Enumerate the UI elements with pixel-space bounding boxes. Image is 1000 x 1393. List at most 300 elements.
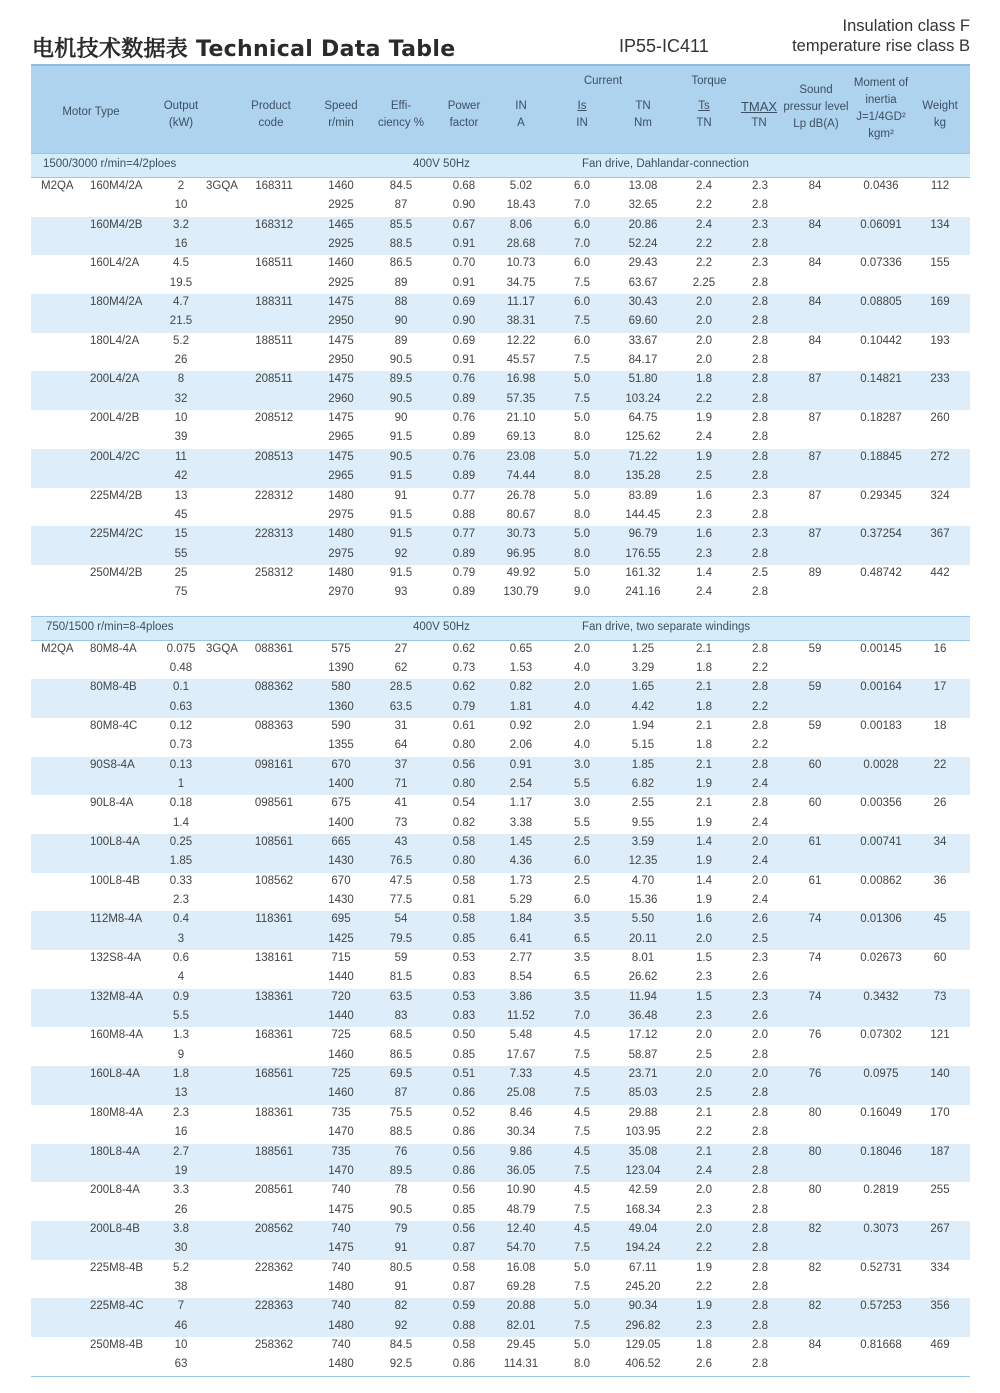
moment-of-inertia: 0.00741 (860, 836, 902, 848)
table-row (31, 217, 970, 236)
table-row (31, 1202, 970, 1221)
speed: 1475 (328, 334, 354, 347)
rated-torque: 67.11 (629, 1261, 657, 1274)
rated-current: 1.17 (509, 797, 533, 810)
output: 0.63 (169, 700, 193, 713)
table-row (31, 488, 970, 507)
power-factor: 0.80 (452, 739, 476, 752)
starting-current-ratio: 6.0 (574, 894, 590, 907)
moment-of-inertia: 0.14821 (860, 373, 902, 386)
starting-current-ratio: 9.0 (574, 586, 590, 599)
power-factor: 0.76 (452, 450, 476, 463)
output: 10 (174, 412, 188, 425)
power-factor: 0.58 (452, 1261, 476, 1274)
output: 4.7 (173, 296, 189, 309)
starting-torque-ratio: 2.4 (696, 180, 712, 192)
moment-of-inertia: 0.0436 (863, 180, 899, 192)
starting-torque-ratio: 1.4 (696, 874, 712, 887)
output: 1.85 (169, 855, 193, 868)
weight: 22 (933, 758, 947, 771)
table-row (31, 1008, 970, 1027)
motor-type: 200L8-4B (90, 1222, 140, 1235)
output: 3 (177, 932, 185, 945)
efficiency: 91 (394, 1280, 408, 1293)
output: 26 (174, 1203, 188, 1216)
speed: 1470 (328, 1164, 354, 1177)
power-factor: 0.80 (452, 777, 476, 790)
section-header (31, 616, 970, 641)
starting-torque-ratio: 2.3 (696, 1010, 712, 1023)
starting-current-ratio: 3.5 (574, 990, 590, 1003)
table-header (31, 64, 970, 153)
max-torque-ratio: 2.3 (752, 952, 768, 965)
moment-of-inertia: 0.37254 (860, 528, 902, 541)
starting-current-ratio: 4.5 (574, 1106, 590, 1119)
max-torque-ratio: 2.8 (752, 470, 768, 483)
rated-torque: 36.48 (628, 1010, 658, 1023)
output: 19 (174, 1164, 188, 1177)
table-row (31, 1337, 970, 1356)
speed: 1480 (328, 489, 354, 502)
starting-current-ratio: 6.0 (574, 296, 590, 309)
efficiency: 83 (394, 1010, 408, 1023)
sound-level: 60 (808, 797, 822, 810)
starting-torque-ratio: 2.5 (696, 470, 712, 483)
starting-torque-ratio: 1.8 (696, 1338, 712, 1351)
power-factor: 0.86 (452, 1164, 476, 1177)
motor-type: 112M8-4A (90, 913, 143, 926)
rated-current: 18.43 (506, 199, 536, 212)
table-row (31, 255, 970, 274)
starting-torque-ratio: 2.2 (696, 257, 712, 270)
table-row (31, 1047, 970, 1066)
power-factor: 0.56 (452, 758, 476, 771)
sound-level: 82 (808, 1261, 822, 1274)
max-torque-ratio: 2.8 (752, 1087, 768, 1100)
rated-torque: 4.70 (631, 874, 655, 887)
rated-current: 130.79 (503, 586, 539, 599)
starting-current-ratio: 5.5 (574, 816, 590, 829)
weight: 442 (930, 566, 950, 579)
rated-current: 3.38 (509, 816, 533, 829)
starting-torque-ratio: 2.1 (696, 758, 712, 771)
efficiency: 76 (394, 1145, 408, 1158)
power-factor: 0.62 (452, 642, 476, 655)
table-row (31, 507, 970, 526)
max-torque-ratio: 2.8 (752, 758, 768, 771)
page-title: 电机技术数据表 Technical Data Table (32, 37, 456, 62)
moment-of-inertia: 0.29345 (860, 489, 902, 502)
table-body (31, 153, 970, 1377)
efficiency: 79 (394, 1222, 408, 1235)
rated-torque: 20.11 (629, 932, 657, 945)
power-factor: 0.85 (452, 1203, 476, 1216)
motor-type: 225M4/2B (90, 489, 143, 502)
product-code: 108562 (254, 874, 294, 887)
sound-level: 87 (808, 373, 822, 386)
starting-current-ratio: 5.0 (574, 1300, 590, 1313)
efficiency: 79.5 (389, 932, 413, 945)
max-torque-ratio: 2.8 (752, 1126, 768, 1139)
output: 10 (174, 199, 188, 212)
power-factor: 0.88 (452, 508, 476, 521)
series-name: M2QA (41, 642, 74, 655)
max-torque-ratio: 2.8 (752, 392, 768, 405)
starting-current-ratio: 5.0 (574, 412, 590, 425)
product-code: 258362 (254, 1338, 294, 1351)
weight: 169 (930, 296, 950, 309)
max-torque-ratio: 2.8 (752, 1048, 768, 1061)
max-torque-ratio: 2.0 (752, 874, 768, 887)
output: 38 (174, 1280, 188, 1293)
starting-torque-ratio: 1.9 (696, 816, 712, 829)
rated-torque: 144.45 (625, 508, 661, 521)
output: 0.18 (169, 797, 193, 810)
weight: 26 (933, 797, 947, 810)
efficiency: 27 (394, 642, 408, 655)
insulation-class: Insulation class F (842, 17, 970, 35)
sound-level: 87 (808, 489, 822, 502)
starting-torque-ratio: 1.5 (696, 990, 712, 1003)
starting-current-ratio: 2.5 (574, 836, 590, 848)
rated-current: 11.52 (507, 1010, 535, 1023)
starting-current-ratio: 4.5 (574, 1222, 590, 1235)
weight: 155 (930, 257, 950, 270)
sound-level: 84 (808, 180, 822, 192)
efficiency: 90 (394, 315, 408, 328)
table-row (31, 989, 970, 1008)
starting-current-ratio: 5.0 (574, 373, 590, 386)
starting-torque-ratio: 2.5 (696, 1048, 712, 1061)
starting-current-ratio: 8.0 (574, 547, 590, 560)
speed: 590 (331, 719, 351, 732)
starting-current-ratio: 3.5 (574, 952, 590, 965)
motor-type: 80M8-4A (90, 642, 137, 655)
motor-type: 160M4/2B (90, 218, 143, 231)
moment-of-inertia: 0.10442 (860, 334, 902, 347)
product-code: 258312 (254, 566, 294, 579)
output: 0.4 (173, 913, 189, 926)
rated-current: 5.02 (509, 180, 533, 192)
starting-torque-ratio: 2.0 (696, 1068, 712, 1081)
starting-current-ratio: 7.5 (574, 1242, 590, 1255)
starting-torque-ratio: 1.5 (696, 952, 712, 965)
rated-current: 20.88 (506, 1300, 536, 1313)
rated-current: 21.10 (506, 412, 536, 425)
table-row (31, 718, 970, 737)
rated-torque: 5.50 (631, 913, 655, 926)
rated-current: 5.29 (509, 894, 533, 907)
sound-level: 84 (808, 257, 822, 270)
moment-of-inertia: 0.00145 (860, 642, 902, 655)
output: 0.6 (173, 952, 189, 965)
power-factor: 0.80 (452, 855, 476, 868)
rated-current: 69.13 (506, 431, 536, 444)
power-factor: 0.89 (452, 392, 476, 405)
efficiency: 31 (394, 719, 408, 732)
efficiency: 78 (394, 1184, 408, 1197)
table-row (31, 1356, 970, 1375)
speed: 1470 (328, 1126, 354, 1139)
starting-torque-ratio: 2.0 (696, 334, 712, 347)
starting-current-ratio: 7.0 (574, 1010, 590, 1023)
efficiency: 59 (394, 952, 408, 965)
rated-current: 23.08 (506, 450, 536, 463)
starting-torque-ratio: 2.4 (696, 218, 712, 231)
table-row (31, 1279, 970, 1298)
product-code: 088363 (254, 719, 294, 732)
section-speed: 1500/3000 r/min=4/2ploes (43, 158, 177, 170)
power-factor: 0.90 (452, 315, 476, 328)
starting-torque-ratio: 2.3 (696, 1319, 712, 1332)
sound-level: 80 (808, 1106, 822, 1119)
product-code: 188311 (255, 296, 293, 309)
max-torque-ratio: 2.3 (752, 528, 768, 541)
power-factor: 0.88 (452, 1319, 476, 1332)
speed: 715 (331, 952, 351, 965)
product-code: 188361 (254, 1106, 294, 1119)
power-factor: 0.79 (452, 700, 476, 713)
rated-torque: 84.17 (628, 354, 658, 367)
rated-torque: 123.04 (625, 1164, 661, 1177)
starting-current-ratio: 7.5 (574, 1203, 590, 1216)
max-torque-ratio: 2.8 (752, 354, 768, 367)
speed: 1360 (328, 700, 354, 713)
sound-level: 76 (808, 1029, 822, 1042)
efficiency: 85.5 (389, 218, 413, 231)
output: 0.33 (169, 874, 193, 887)
max-torque-ratio: 2.5 (752, 932, 768, 945)
speed: 2975 (328, 547, 354, 560)
power-factor: 0.53 (452, 990, 476, 1003)
efficiency: 71 (394, 777, 408, 790)
starting-torque-ratio: 2.2 (696, 199, 712, 212)
col-moment-of-inertia: Moment of inertia J=1/4GD² kgm² (853, 77, 909, 140)
series-name: M2QA (41, 180, 74, 192)
weight: 36 (933, 874, 947, 887)
moment-of-inertia: 0.18046 (860, 1145, 902, 1158)
starting-current-ratio: 5.0 (574, 1338, 590, 1351)
power-factor: 0.58 (452, 874, 476, 887)
starting-current-ratio: 5.0 (574, 566, 590, 579)
max-torque-ratio: 2.3 (752, 180, 768, 192)
weight: 267 (930, 1222, 950, 1235)
col-product-code: Product code (251, 100, 291, 129)
max-torque-ratio: 2.2 (752, 661, 768, 674)
product-code: 168361 (254, 1029, 294, 1042)
output: 13 (174, 1087, 188, 1100)
max-torque-ratio: 2.0 (752, 1068, 768, 1081)
moment-of-inertia: 0.00862 (860, 874, 902, 887)
speed: 735 (331, 1106, 351, 1119)
starting-current-ratio: 7.5 (574, 1280, 590, 1293)
rated-torque: 3.29 (631, 661, 655, 674)
motor-type: 250M8-4B (90, 1338, 144, 1351)
power-factor: 0.51 (452, 1068, 476, 1081)
starting-torque-ratio: 2.1 (696, 642, 712, 655)
output: 16 (174, 238, 188, 251)
efficiency: 90 (394, 412, 408, 425)
protection-class: IP55-IC411 (619, 36, 709, 56)
power-factor: 0.83 (452, 971, 476, 984)
rated-current: 36.05 (506, 1164, 536, 1177)
table-row (31, 737, 970, 756)
rated-torque: 29.88 (628, 1106, 658, 1119)
table-row (31, 853, 970, 872)
rated-torque: 3.59 (631, 836, 655, 848)
max-torque-ratio: 2.8 (752, 1184, 768, 1197)
table-row (31, 660, 970, 679)
power-factor: 0.58 (452, 836, 476, 848)
rated-torque: 406.52 (625, 1358, 661, 1371)
power-factor: 0.89 (452, 547, 476, 560)
output: 3.2 (173, 218, 189, 231)
efficiency: 89 (394, 276, 408, 289)
rated-current: 3.86 (509, 990, 533, 1003)
product-code: 088362 (254, 681, 294, 694)
max-torque-ratio: 2.4 (752, 777, 768, 790)
power-factor: 0.91 (452, 276, 476, 289)
power-factor: 0.69 (452, 334, 476, 347)
product-code: 188511 (255, 334, 293, 347)
section-drive: Fan drive, two separate windings (582, 620, 751, 633)
rated-current: 29.45 (506, 1338, 536, 1351)
moment-of-inertia: 0.16049 (860, 1106, 902, 1119)
starting-torque-ratio: 2.5 (696, 1087, 712, 1100)
table-row (31, 429, 970, 448)
output: 0.73 (169, 739, 193, 752)
rated-current: 12.40 (506, 1222, 536, 1235)
rated-torque: 90.34 (628, 1300, 658, 1313)
max-torque-ratio: 2.8 (752, 450, 768, 463)
starting-torque-ratio: 2.0 (696, 1029, 712, 1042)
rated-current: 26.78 (506, 489, 536, 502)
output: 32 (174, 392, 188, 405)
sound-level: 84 (808, 1338, 822, 1351)
max-torque-ratio: 2.8 (752, 642, 768, 655)
max-torque-ratio: 2.8 (752, 1261, 768, 1274)
efficiency: 63.5 (389, 700, 413, 713)
speed: 2950 (328, 315, 354, 328)
output: 55 (174, 547, 188, 560)
section-voltage: 400V 50Hz (413, 620, 470, 633)
output: 0.25 (169, 836, 193, 848)
efficiency: 89.5 (389, 373, 413, 386)
max-torque-ratio: 2.8 (752, 1280, 768, 1293)
efficiency: 86.5 (389, 1048, 413, 1061)
output: 7 (177, 1300, 185, 1313)
motor-type: 160L8-4A (90, 1068, 140, 1081)
power-factor: 0.87 (452, 1242, 476, 1255)
max-torque-ratio: 2.3 (752, 218, 768, 231)
rated-current: 1.45 (509, 836, 533, 848)
speed: 1430 (328, 894, 354, 907)
starting-current-ratio: 2.5 (574, 874, 590, 887)
output: 25 (174, 566, 188, 579)
max-torque-ratio: 2.2 (752, 700, 768, 713)
speed: 1460 (328, 1048, 354, 1061)
power-factor: 0.82 (452, 816, 476, 829)
col-output: Output (kW) (163, 100, 199, 129)
weight: 233 (930, 373, 950, 386)
rated-current: 48.79 (506, 1203, 536, 1216)
efficiency: 54 (394, 913, 408, 926)
rated-current: 30.34 (506, 1126, 536, 1139)
product-code: 138361 (254, 990, 294, 1003)
speed: 675 (331, 797, 351, 810)
starting-torque-ratio: 1.8 (696, 700, 712, 713)
table-row (31, 197, 970, 216)
moment-of-inertia: 0.01306 (860, 913, 902, 926)
efficiency: 77.5 (389, 894, 413, 907)
sound-level: 82 (808, 1300, 822, 1313)
table-row (31, 526, 970, 545)
table-row (31, 1027, 970, 1046)
starting-current-ratio: 6.0 (574, 218, 590, 231)
starting-current-ratio: 3.0 (574, 797, 590, 810)
starting-torque-ratio: 2.1 (696, 681, 712, 694)
speed: 1440 (328, 1010, 354, 1023)
table-row (31, 1298, 970, 1317)
weight: 16 (933, 642, 947, 655)
speed: 740 (331, 1184, 351, 1197)
moment-of-inertia: 0.06091 (860, 218, 902, 231)
col-weight: Weight kg (922, 100, 958, 129)
weight: 469 (930, 1338, 950, 1351)
speed: 1465 (328, 218, 354, 231)
rated-torque: 85.03 (628, 1087, 658, 1100)
speed: 2965 (328, 431, 354, 444)
speed: 1460 (328, 1087, 354, 1100)
sound-level: 74 (808, 913, 822, 926)
rated-torque: 135.28 (625, 470, 661, 483)
power-factor: 0.86 (452, 1126, 476, 1139)
max-torque-ratio: 2.3 (752, 990, 768, 1003)
rated-torque: 11.94 (629, 990, 657, 1003)
starting-torque-ratio: 1.9 (696, 1261, 712, 1274)
speed: 2925 (328, 276, 354, 289)
speed: 1400 (328, 777, 354, 790)
max-torque-ratio: 2.8 (752, 508, 768, 521)
motor-type: 200L4/2B (90, 412, 140, 425)
starting-torque-ratio: 1.8 (696, 661, 712, 674)
col-rated-current: IN A (515, 100, 527, 129)
speed: 1390 (328, 661, 354, 674)
weight: 121 (930, 1029, 950, 1042)
table-row (31, 565, 970, 584)
weight: 60 (933, 952, 947, 965)
rated-current: 0.82 (509, 681, 533, 694)
output: 4.5 (173, 257, 189, 270)
power-factor: 0.56 (452, 1145, 476, 1158)
starting-torque-ratio: 2.3 (696, 971, 712, 984)
col-rated-torque: TN Nm (634, 100, 652, 129)
rated-current: 7.33 (509, 1068, 533, 1081)
output: 21.5 (169, 315, 193, 328)
output: 46 (174, 1319, 188, 1332)
motor-type: 200L4/2A (90, 373, 140, 386)
efficiency: 90.5 (389, 354, 413, 367)
starting-current-ratio: 8.0 (574, 431, 590, 444)
output: 63 (174, 1358, 188, 1371)
rated-torque: 32.65 (628, 199, 658, 212)
starting-torque-ratio: 1.9 (696, 894, 712, 907)
weight: 18 (933, 719, 947, 732)
table-row (31, 834, 970, 853)
rated-current: 9.86 (509, 1145, 533, 1158)
starting-current-ratio: 5.0 (574, 450, 590, 463)
efficiency: 90.5 (389, 392, 413, 405)
